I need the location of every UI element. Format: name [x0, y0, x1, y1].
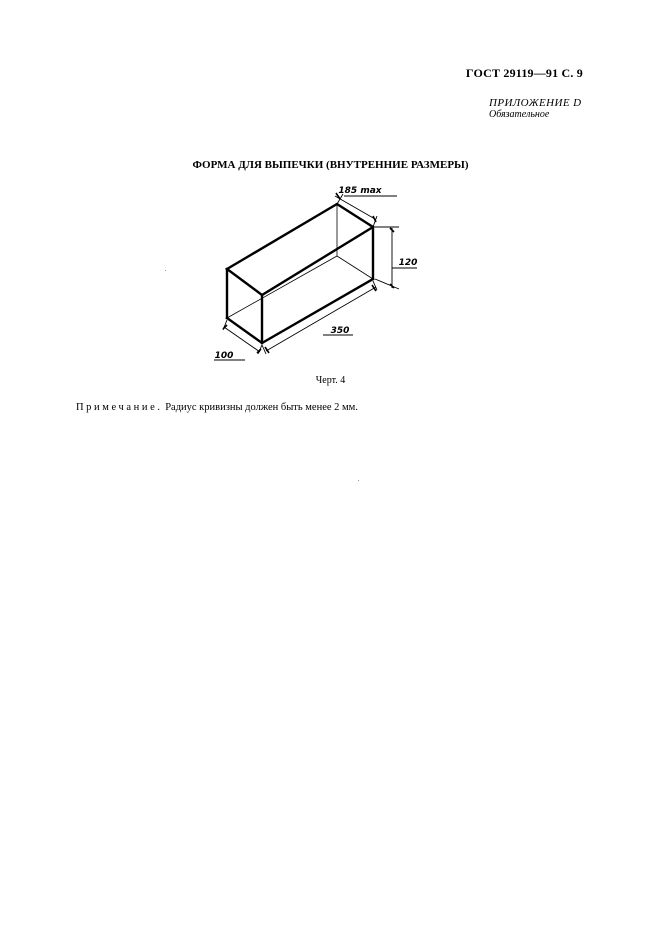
- dimension-height: 120: [398, 258, 418, 268]
- appendix-status: Обязательное: [489, 109, 550, 120]
- inner-side-bottom-edge: [337, 256, 373, 279]
- bottom-left-edge: [227, 318, 262, 343]
- inner-edges: [227, 204, 373, 318]
- scan-speck: [358, 480, 359, 481]
- dimension-lines: [214, 194, 417, 360]
- dimension-bottom-width: 100: [214, 351, 234, 361]
- top-face: [227, 204, 373, 295]
- figure-caption: Черт. 4: [315, 375, 346, 386]
- section-title: ФОРМА ДЛЯ ВЫПЕЧКИ (ВНУТРЕННИЕ РАЗМЕРЫ): [192, 159, 469, 171]
- dimension-length: 350: [330, 326, 350, 336]
- appendix-label: ПРИЛОЖЕНИЕ D: [489, 97, 582, 109]
- note-text: Радиус кривизны должен быть менее 2 мм.: [162, 402, 358, 413]
- dimension-top-width: 185 max: [338, 186, 382, 196]
- box-outline: [227, 204, 373, 343]
- note-label: Примечание.: [76, 402, 163, 413]
- dimension-arrows: [223, 193, 394, 353]
- baking-mold-drawing: [205, 180, 430, 365]
- scan-speck: [165, 270, 166, 271]
- page-header: ГОСТ 29119—91 С. 9: [465, 66, 583, 80]
- note: [76, 402, 358, 413]
